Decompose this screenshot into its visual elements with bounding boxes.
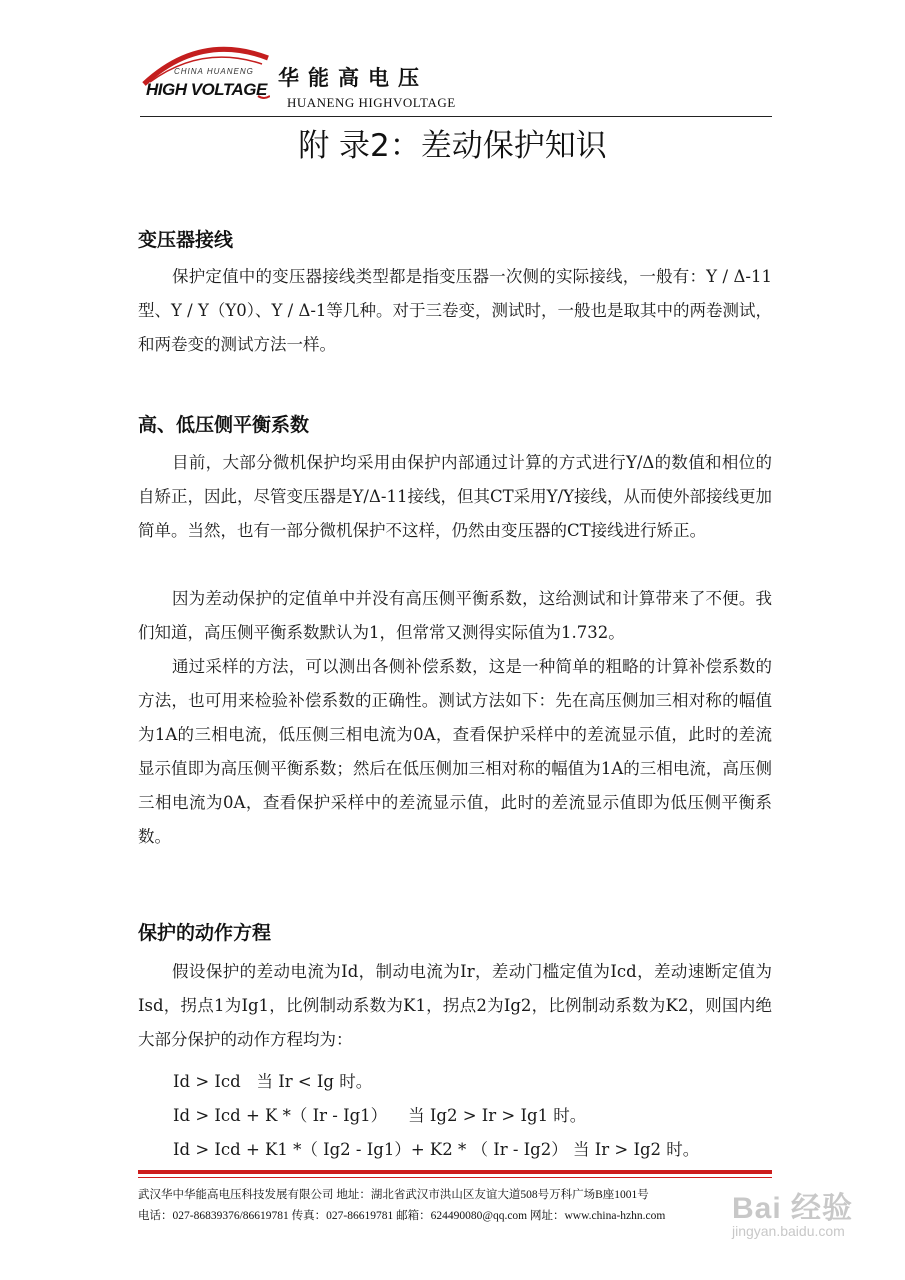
header-divider [140, 116, 772, 117]
equation-line: Id > Icd 当 Ir < Ig 时。 [173, 1072, 373, 1091]
section-heading: 变压器接线 [138, 229, 234, 251]
watermark [732, 1183, 853, 1239]
brand-name-en: HUANENG HIGHVOLTAGE [287, 95, 456, 110]
page-title: 附 录2：差动保护知识 [298, 128, 607, 164]
footer-address: 武汉华中华能高电压科技发展有限公司 地址：湖北省武汉市洪山区友谊大道508号万科广场B座1001号 [138, 1189, 649, 1201]
equation-line: Id > Icd + K1 *（ Ig2 - Ig1）+ K2 * （ Ir - Ig2） 当 Ir > Ig2 时。 [173, 1140, 700, 1159]
footer-divider-thin [138, 1177, 772, 1178]
section-heading: 高、低压侧平衡系数 [138, 414, 310, 436]
equation-line: Id > Icd + K *（ Ir - Ig1） 当 Ig2 > Ir > Ig1 时。 [173, 1106, 587, 1125]
paragraph: 保护定值中的变压器接线类型都是指变压器一次侧的实际接线，一般有：Y / Δ-11型、Y / Y（Y0）、Y / Δ-1等几种。对于三卷变，测试时，一般也是取其中的两卷测试，和两卷变的测试方法一样。 [138, 267, 772, 354]
section-heading: 保护的动作方程 [138, 922, 272, 944]
paragraph: 目前，大部分微机保护均采用由保护内部通过计算的方式进行Y/Δ的数值和相位的自矫正，因此，尽管变压器是Y/Δ-11接线，但其CT采用Y/Y接线，从而使外部接线更加简单。当然，也有一部分微机保护不这样，仍然由变压器的CT接线进行矫正。 [138, 453, 772, 540]
logo-main-text: HIGH VOLTAGE [146, 80, 267, 99]
logo-small-text: CHINA HUANENG [174, 67, 254, 76]
paragraph: 通过采样的方法，可以测出各侧补偿系数，这是一种简单的粗略的计算补偿系数的方法，也可用来检验补偿系数的正确性。测试方法如下：先在高压侧加三相对称的幅值为1A的三相电流，低压侧三相电流为0A，查看保护采样中的差流显示值，此时的差流显示值即为高压侧平衡系数；然后在低压侧加三相对称的幅值为1A的三相电流，高压侧三相电流为0A，查看保护采样中的差流显示值，此时的差流显示值即为低压侧平衡系数。 [138, 657, 772, 846]
company-logo [140, 38, 270, 108]
paragraph: 假设保护的差动电流为Id，制动电流为Ir，差动门槛定值为Icd，差动速断定值为Isd，拐点1为Ig1，比例制动系数为K1，拐点2为Ig2，比例制动系数为K2，则国内绝大部分保护的动作方程均为： [138, 962, 772, 1049]
brand-name-cn: 华能高电压 [278, 66, 428, 90]
watermark-url: jingyan.baidu.com [731, 1223, 845, 1239]
footer-contact: 电话：027-86839376/86619781 传真：027-86619781 邮箱：624490080@qq.com 网址：www.china-hzhn.com [138, 1210, 666, 1222]
paragraph: 因为差动保护的定值单中并没有高压侧平衡系数，这给测试和计算带来了不便。我们知道，高压侧平衡系数默认为1，但常常又测得实际值为1.732。 [138, 589, 772, 642]
watermark-logo: Bai 经验 [731, 1192, 853, 1225]
footer-divider-thick [138, 1170, 772, 1174]
